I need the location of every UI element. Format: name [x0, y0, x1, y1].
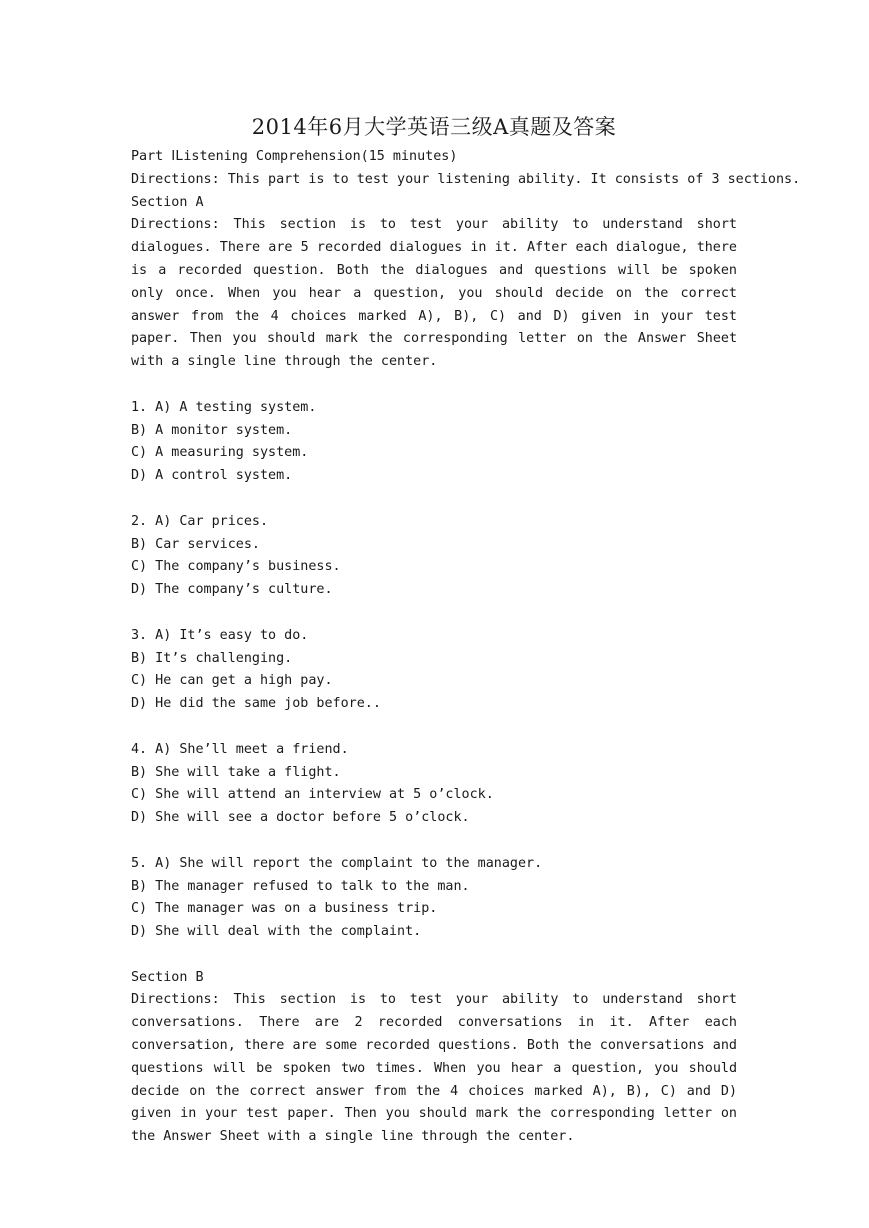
part1-directions: Directions: This part is to test your listening ability. It consists of 3 sections. — [131, 171, 801, 187]
question-1-option-c: C) A measuring system. — [131, 445, 309, 461]
question-3-option-a: 3. A) It’s easy to do. — [131, 627, 309, 643]
question-2-option-b: B) Car services. — [131, 536, 260, 552]
spacer — [131, 944, 737, 967]
part1-heading: Part ⅠListening Comprehension(15 minutes) — [131, 149, 458, 164]
question-2-option-c: C) The company’s business. — [131, 559, 341, 575]
document-page — [131, 112, 801, 1149]
question-1-option-a: 1. A) A testing system. — [131, 399, 317, 415]
question-5 — [131, 853, 737, 944]
section-b-heading: Section B — [131, 969, 204, 985]
question-3-option-b: B) It’s challenging. — [131, 650, 293, 666]
spacer — [131, 488, 737, 511]
question-5-option-d: D) She will deal with the complaint. — [131, 924, 422, 940]
question-3-option-d: D) He did the same job before.. — [131, 696, 381, 712]
section-b-directions: Directions: This section is to test your ability to understand short conversations. There are 2 recorded conversations in it. After each conversation, there are some recorded questions. Both the conversations and questions will be spoken two times. When you hear a question, you should decide on the correct answer from the 4 choices marked A), B), C) and D) given in your test paper. Then you should mark the corresponding letter on the Answer Sheet with a single line through the center. — [131, 992, 737, 1145]
question-1-option-b: B) A monitor system. — [131, 422, 293, 438]
question-1 — [131, 397, 737, 488]
question-5-option-b: B) The manager refused to talk to the man. — [131, 878, 470, 894]
question-3-option-c: C) He can get a high pay. — [131, 673, 333, 689]
question-2-option-a: 2. A) Car prices. — [131, 513, 269, 529]
question-4 — [131, 739, 737, 830]
question-3 — [131, 625, 737, 716]
section-a-heading: Section A — [131, 194, 204, 210]
question-5-option-a: 5. A) She will report the complaint to the manager. — [131, 855, 543, 871]
question-5-option-c: C) The manager was on a business trip. — [131, 901, 438, 917]
question-1-option-d: D) A control system. — [131, 468, 293, 484]
spacer — [131, 830, 737, 853]
section-a-directions: Directions: This section is to test your ability to understand short dialogues. There are 5 recorded dialogues in it. After each dialogue, there is a recorded question. Both the dialogues and questions will be spoken only once. When you hear a question, you should decide on the correct answer from the 4 choices marked A), B), C) and D) given in your test paper. Then you should mark the corresponding letter on the Answer Sheet with a single line through the center. — [131, 217, 737, 370]
question-4-option-a: 4. A) She’ll meet a friend. — [131, 741, 349, 757]
question-2 — [131, 511, 737, 602]
question-4-option-b: B) She will take a flight. — [131, 764, 341, 780]
document-title: 2014年6月大学英语三级A真题及答案 — [251, 115, 617, 139]
question-4-option-c: C) She will attend an interview at 5 o’clock. — [131, 787, 494, 803]
spacer — [131, 716, 737, 739]
question-2-option-d: D) The company’s culture. — [131, 582, 333, 598]
spacer — [131, 602, 737, 625]
question-4-option-d: D) She will see a doctor before 5 o’clock. — [131, 810, 470, 826]
spacer — [131, 374, 737, 397]
